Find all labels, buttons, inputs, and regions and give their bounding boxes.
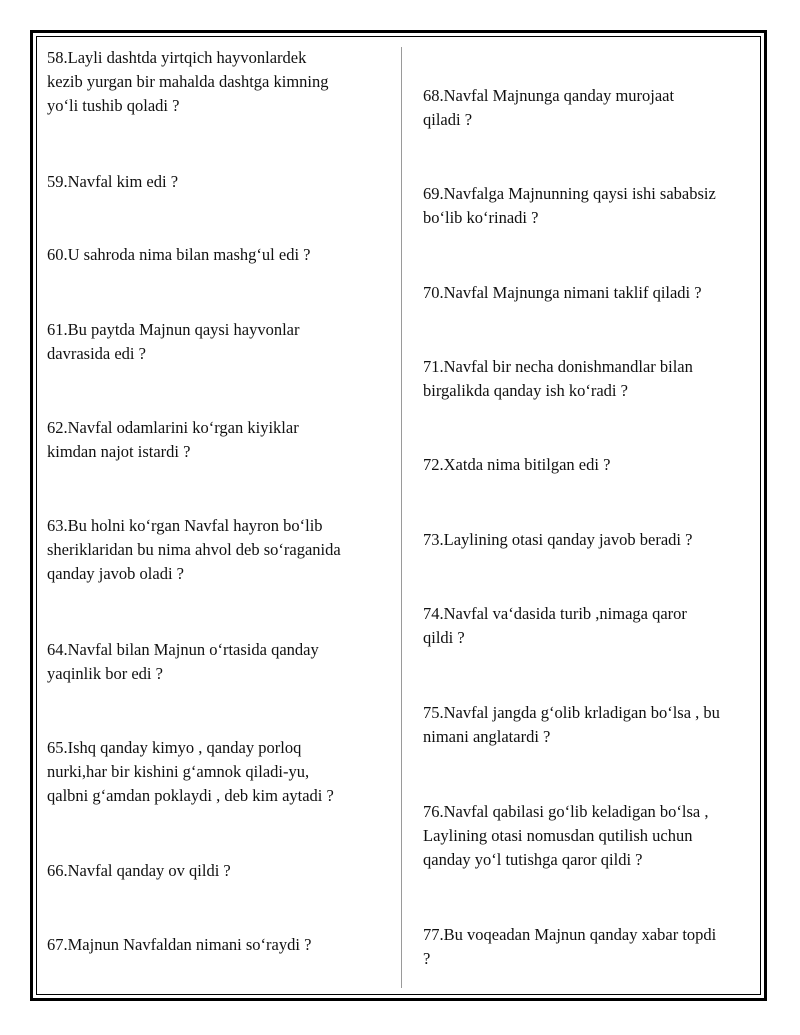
column-divider	[401, 47, 402, 988]
question-72: 72.Xatda nima bitilgan edi ?	[423, 455, 611, 474]
question-64: 64.Navfal bilan Majnun o‘rtasida qanday yaqinlik bor edi ?	[47, 640, 319, 683]
question-65: 65.Ishq qanday kimyo , qanday porloq nurki,har bir kishini g‘amnok qiladi-yu, qalbni g‘amdan poklaydi , deb kim aytadi ?	[47, 738, 334, 805]
question-68: 68.Navfal Majnunga qanday murojaat qiladi ?	[423, 86, 675, 129]
question-73: 73.Laylining otasi qanday javob beradi ?	[423, 530, 693, 549]
question-71: 71.Navfal bir necha donishmandlar bilan birgalikda qanday ish ko‘radi ?	[423, 357, 693, 400]
question-62: 62.Navfal odamlarini ko‘rgan kiyiklar kimdan najot istardi ?	[47, 418, 299, 461]
question-76: 76.Navfal qabilasi go‘lib keladigan bo‘lsa , Laylining otasi nomusdan qutilish uchun qanday yo‘l tutishga qaror qildi ?	[423, 802, 709, 869]
question-58: 58.Layli dashtda yirtqich hayvonlardek kezib yurgan bir mahalda dashtga kimning yo‘li tushib qoladi ?	[47, 48, 329, 115]
question-69: 69.Navfalga Majnunning qaysi ishi sababsiz bo‘lib ko‘rinadi ?	[423, 184, 716, 227]
question-74: 74.Navfal va‘dasida turib ,nimaga qaror qildi ?	[423, 604, 687, 647]
question-60: 60.U sahroda nima bilan mashg‘ul edi ?	[47, 245, 311, 264]
question-61: 61.Bu paytda Majnun qaysi hayvonlar davrasida edi ?	[47, 320, 300, 363]
question-70: 70.Navfal Majnunga nimani taklif qiladi ?	[423, 283, 702, 302]
question-67: 67.Majnun Navfaldan nimani so‘raydi ?	[47, 935, 312, 954]
question-75: 75.Navfal jangda g‘olib krladigan bo‘lsa , bu nimani anglatardi ?	[423, 703, 720, 746]
question-59: 59.Navfal kim edi ?	[47, 172, 179, 191]
question-63: 63.Bu holni ko‘rgan Navfal hayron bo‘lib sheriklaridan bu nima ahvol deb so‘raganida qanday javob oladi ?	[47, 516, 341, 583]
question-66: 66.Navfal qanday ov qildi ?	[47, 861, 231, 880]
question-77: 77.Bu voqeadan Majnun qanday xabar topdi ?	[423, 925, 717, 968]
